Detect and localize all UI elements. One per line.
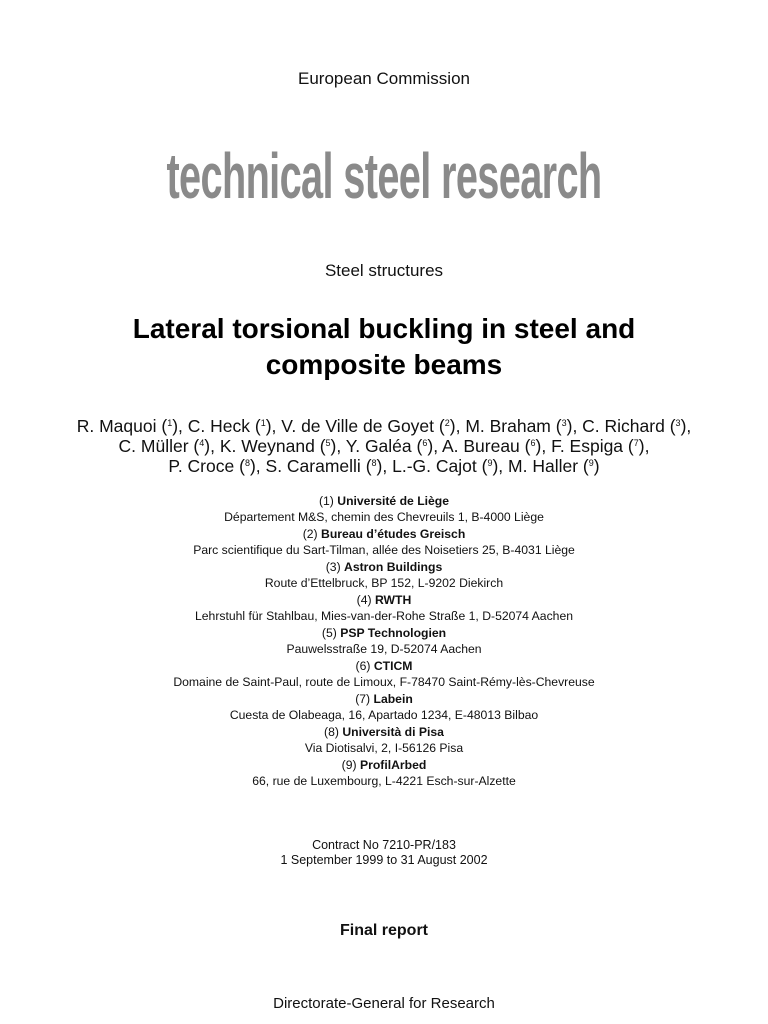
affiliation-header	[0, 494, 768, 510]
author-name: Y. Galéa	[345, 436, 412, 456]
affiliation-name: Labein	[373, 692, 413, 706]
affiliation-address: Pauwelsstraße 19, D-52074 Aachen	[286, 641, 482, 656]
author-separator: ,	[433, 436, 442, 456]
author-name: K. Weynand	[219, 436, 315, 456]
author-separator: ,	[686, 416, 692, 436]
author-affiliation-ref: 9	[588, 458, 594, 468]
affiliation-header	[0, 659, 768, 675]
author-affiliation-ref: 6	[422, 438, 428, 448]
contract-period: 1 September 1999 to 31 August 2002	[280, 853, 488, 867]
author-affiliation-ref: 4	[199, 438, 205, 448]
series-title: technical steel research	[166, 140, 602, 212]
affiliation-name: CTICM	[373, 659, 413, 673]
author-affiliation-ref: 1	[167, 418, 173, 428]
report-title-line-2: composite beams	[265, 349, 503, 380]
affiliation-address: Lehrstuhl für Stahlbau, Mies-van-der-Rohe Straße 1, D-52074 Aachen	[194, 608, 574, 623]
affiliation-number: (6)	[355, 659, 371, 673]
directorate-general: Directorate-General for Research	[273, 995, 495, 1012]
affiliation-address: Cuesta de Olabeaga, 16, Apartado 1234, E-48013 Bilbao	[229, 707, 539, 722]
affiliation-header	[0, 626, 768, 642]
author-affiliation-ref: 6	[530, 438, 536, 448]
affiliation-item	[0, 560, 768, 591]
affiliation-name: Astron Buildings	[344, 560, 443, 574]
author-separator: ,	[336, 436, 346, 456]
subject: Steel structures	[324, 261, 444, 280]
author-separator: ,	[255, 456, 266, 476]
author-name: C. Müller	[118, 436, 189, 456]
author-name: P. Croce	[168, 456, 235, 476]
affiliation-header	[0, 692, 768, 708]
affiliation-item	[0, 692, 768, 723]
author-line: P. Croce ($^8$), S. Caramelli ($^8$), L.-G. Cajot ($^9$), M. Haller ($^9$)	[168, 456, 600, 476]
contract-info	[0, 838, 768, 868]
affiliation-number: (3)	[325, 560, 341, 574]
affiliation-header	[0, 560, 768, 576]
affiliation-number: (7)	[355, 692, 371, 706]
author-separator: ,	[210, 436, 220, 456]
author-separator: ,	[382, 456, 393, 476]
author-line: C. Müller ($^4$), K. Weynand ($^5$), Y. Galéa ($^6$), A. Bureau ($^6$), F. Espiga ($^7$),	[118, 436, 650, 456]
report-title-line-1: Lateral torsional buckling in steel and	[132, 313, 636, 344]
author-name: C. Heck	[187, 416, 250, 436]
author-affiliation-ref: 3	[675, 418, 681, 428]
author-separator: ,	[644, 436, 650, 456]
author-separator: ,	[498, 456, 509, 476]
affiliation-number: (4)	[356, 593, 372, 607]
publisher: European Commission	[298, 69, 470, 88]
affiliation-number: (8)	[324, 725, 339, 739]
affiliation-name: PSP Technologien	[340, 626, 447, 640]
author-name: F. Espiga	[551, 436, 624, 456]
affiliation-name: Università di Pisa	[342, 725, 444, 739]
affiliation-item	[0, 494, 768, 525]
author-list	[0, 416, 768, 476]
author-name: M. Braham	[465, 416, 551, 436]
affiliation-number: (2)	[302, 527, 318, 541]
affiliation-name: Université de Liège	[337, 494, 450, 508]
affiliation-name: ProfilArbed	[359, 758, 427, 772]
author-line: R. Maquoi ($^1$), C. Heck ($^1$), V. de Ville de Goyet ($^2$), M. Braham ($^3$), C. Richard ($^3$),	[76, 416, 692, 436]
affiliation-address: 66, rue de Luxembourg, L-4221 Esch-sur-Alzette	[252, 773, 516, 788]
author-affiliation-ref: 5	[325, 438, 331, 448]
affiliation-number: (9)	[341, 758, 357, 772]
author-name: R. Maquoi	[76, 416, 157, 436]
author-name: S. Caramelli	[265, 456, 361, 476]
affiliation-item	[0, 725, 768, 756]
affiliation-item	[0, 527, 768, 558]
affiliation-name: Bureau d’études Greisch	[321, 527, 466, 541]
author-affiliation-ref: 8	[371, 458, 377, 468]
author-affiliation-ref: 8	[244, 458, 250, 468]
author-separator: ,	[178, 416, 188, 436]
author-name: M. Haller	[508, 456, 579, 476]
author-affiliation-ref: 2	[444, 418, 450, 428]
contract-number: Contract No 7210-PR/183	[312, 838, 456, 852]
affiliation-address: Département M&S, chemin des Chevreuils 1, B-4000 Liège	[224, 509, 544, 524]
author-separator: ,	[271, 416, 282, 436]
author-separator: ,	[572, 416, 583, 436]
affiliation-address: Via Diotisalvi, 2, I-56126 Pisa	[304, 740, 464, 755]
affiliation-item	[0, 758, 768, 789]
affiliation-address: Route d’Ettelbruck, BP 152, L-9202 Diekirch	[264, 575, 504, 590]
affiliation-address: Parc scientifique du Sart-Tilman, allée des Noisetiers 25, B-4031 Liège	[193, 542, 575, 557]
report-type: Final report	[339, 922, 428, 939]
affiliation-item	[0, 593, 768, 624]
author-name: C. Richard	[582, 416, 665, 436]
author-affiliation-ref: 7	[633, 438, 639, 448]
author-affiliation-ref: 9	[487, 458, 493, 468]
author-name: A. Bureau	[441, 436, 520, 456]
affiliation-address: Domaine de Saint-Paul, route de Limoux, F-78470 Saint-Rémy-lès-Chevreuse	[173, 674, 595, 689]
affiliation-header	[0, 725, 768, 741]
author-name: V. de Ville de Goyet	[281, 416, 435, 436]
affiliation-number: (5)	[321, 626, 337, 640]
author-affiliation-ref: 1	[260, 418, 266, 428]
affiliation-item	[0, 659, 768, 690]
affiliation-name: RWTH	[374, 593, 412, 607]
author-separator: ,	[455, 416, 466, 436]
affiliation-number: (1)	[318, 494, 334, 508]
author-affiliation-ref: 3	[561, 418, 567, 428]
affiliation-list	[0, 494, 768, 791]
affiliation-header	[0, 593, 768, 609]
author-name: L.-G. Cajot	[392, 456, 477, 476]
report-title	[0, 311, 768, 383]
affiliation-item	[0, 626, 768, 657]
affiliation-header	[0, 758, 768, 774]
affiliation-header	[0, 527, 768, 543]
author-separator: ,	[541, 436, 552, 456]
